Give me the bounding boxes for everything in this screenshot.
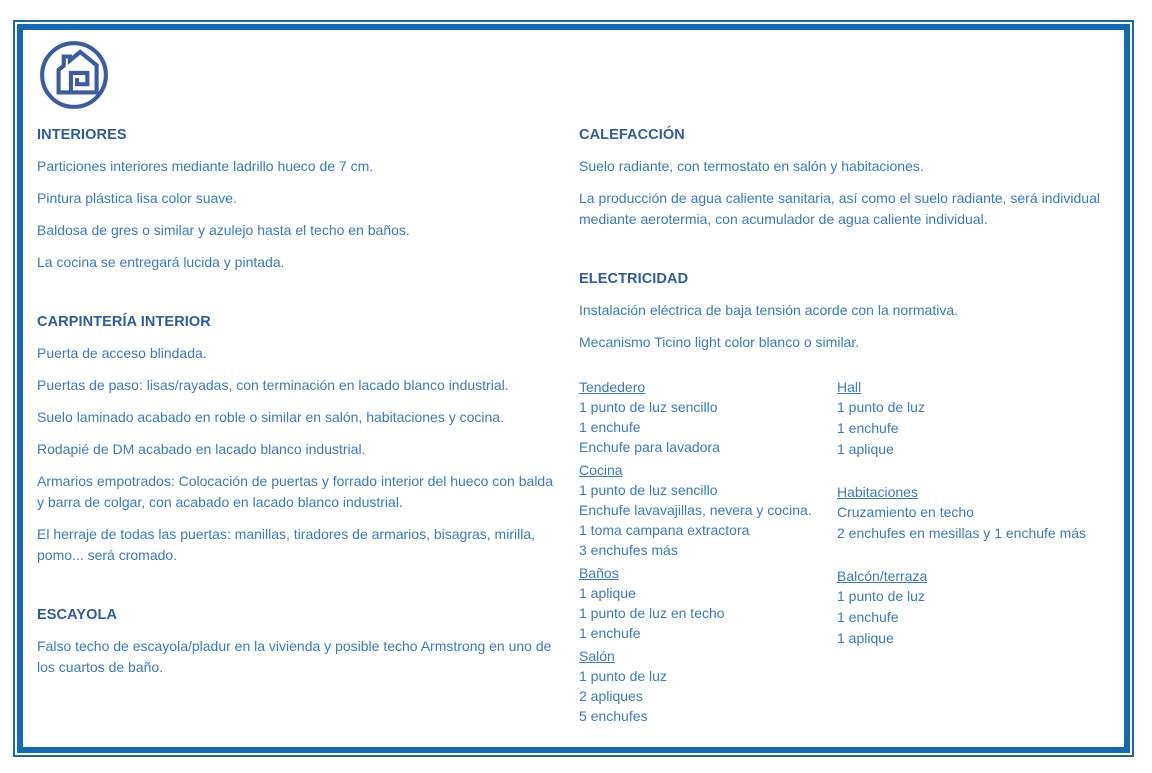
document-content — [23, 30, 1124, 747]
room-item: 1 enchufe — [579, 419, 641, 435]
paragraph: Pintura plástica lisa color suave. — [37, 190, 237, 206]
room-group-cocina — [579, 460, 837, 560]
room-name: Tendedero — [579, 379, 646, 395]
room-name: Baños — [579, 565, 619, 581]
room-item: 1 aplique — [579, 585, 636, 601]
room-item: 1 punto de luz sencillo — [579, 399, 718, 415]
section-title-interiores: INTERIORES — [37, 127, 127, 143]
room-group-salon — [579, 646, 837, 726]
room-item: 1 enchufe — [837, 609, 899, 625]
room-item: Enchufe lavavajillas, nevera y cocina. — [579, 502, 812, 518]
room-item: 1 punto de luz en techo — [579, 605, 725, 621]
room-item: 1 enchufe — [837, 420, 899, 436]
house-logo-icon — [37, 38, 111, 112]
paragraph: El herraje de todas las puertas: manillas, tiradores de armarios, bisagras, mirilla, pomo... será cromado. — [37, 526, 535, 563]
room-item: 1 punto de luz — [837, 588, 925, 604]
room-group-banos — [579, 563, 837, 643]
room-item: 5 enchufes — [579, 708, 648, 724]
paragraph: La cocina se entregará lucida y pintada. — [37, 254, 285, 270]
room-group-habitaciones — [837, 482, 1100, 544]
paragraph: Baldosa de gres o similar y azulejo hasta el techo en baños. — [37, 222, 410, 238]
paragraph: Mecanismo Ticino light color blanco o similar. — [579, 334, 860, 350]
room-list-column-b — [837, 377, 1100, 729]
paragraph: Instalación eléctrica de baja tensión acorde con la normativa. — [579, 302, 958, 318]
room-item: 1 punto de luz sencillo — [579, 482, 718, 498]
room-item: 1 enchufe — [579, 625, 641, 641]
paragraph: Puertas de paso: lisas/rayadas, con terminación en lacado blanco industrial. — [37, 377, 509, 393]
room-item: 1 punto de luz — [837, 399, 925, 415]
room-name: Habitaciones — [837, 484, 918, 500]
room-group-balcon-terraza — [837, 566, 1100, 649]
paragraph: Suelo radiante, con termostato en salón y habitaciones. — [579, 158, 924, 174]
room-name: Hall — [837, 379, 862, 395]
right-column — [579, 38, 1100, 747]
paragraph: Suelo laminado acabado en roble o similar en salón, habitaciones y cocina. — [37, 409, 504, 425]
section-title-electricidad: ELECTRICIDAD — [579, 271, 689, 287]
left-column — [37, 38, 553, 747]
paragraph: Armarios empotrados: Colocación de puertas y forrado interior del hueco con balda y barra de colgar, con acabado en lacado blanco industrial. — [37, 473, 553, 510]
room-item: 1 toma campana extractora — [579, 522, 750, 538]
room-item: 1 punto de luz — [579, 668, 667, 684]
paragraph: La producción de agua caliente sanitaria, así como el suelo radiante, será individual mediante aerotermia, con acumulador de agua caliente individual. — [579, 190, 1100, 227]
page-border-frame-inner — [17, 24, 1130, 753]
page-border-frame — [13, 20, 1134, 757]
room-item: 1 aplique — [837, 441, 894, 457]
room-item: 3 enchufes más — [579, 542, 678, 558]
section-title-escayola: ESCAYOLA — [37, 607, 118, 623]
room-item: 2 enchufes en mesillas y 1 enchufe más — [837, 525, 1087, 541]
room-group-tendedero — [579, 377, 837, 457]
room-name: Balcón/terraza — [837, 568, 928, 584]
room-name: Salón — [579, 648, 615, 664]
paragraph: Falso techo de escayola/pladur en la vivienda y posible techo Armstrong en uno de los cuartos de baño. — [37, 638, 552, 675]
room-list-column-a — [579, 377, 837, 729]
section-title-carpinteria-interior: CARPINTERÍA INTERIOR — [37, 314, 211, 330]
room-group-hall — [837, 377, 1100, 460]
room-item: 2 apliques — [579, 688, 643, 704]
room-item: Cruzamiento en techo — [837, 504, 974, 520]
electricity-room-lists — [579, 377, 1100, 729]
paragraph: Puerta de acceso blindada. — [37, 345, 207, 361]
room-item: 1 aplique — [837, 630, 894, 646]
paragraph: Particiones interiores mediante ladrillo hueco de 7 cm. — [37, 158, 374, 174]
room-name: Cocina — [579, 462, 623, 478]
section-title-calefaccion: CALEFACCIÓN — [579, 127, 685, 143]
paragraph: Rodapié de DM acabado en lacado blanco industrial. — [37, 441, 366, 457]
room-item: Enchufe para lavadora — [579, 439, 720, 455]
